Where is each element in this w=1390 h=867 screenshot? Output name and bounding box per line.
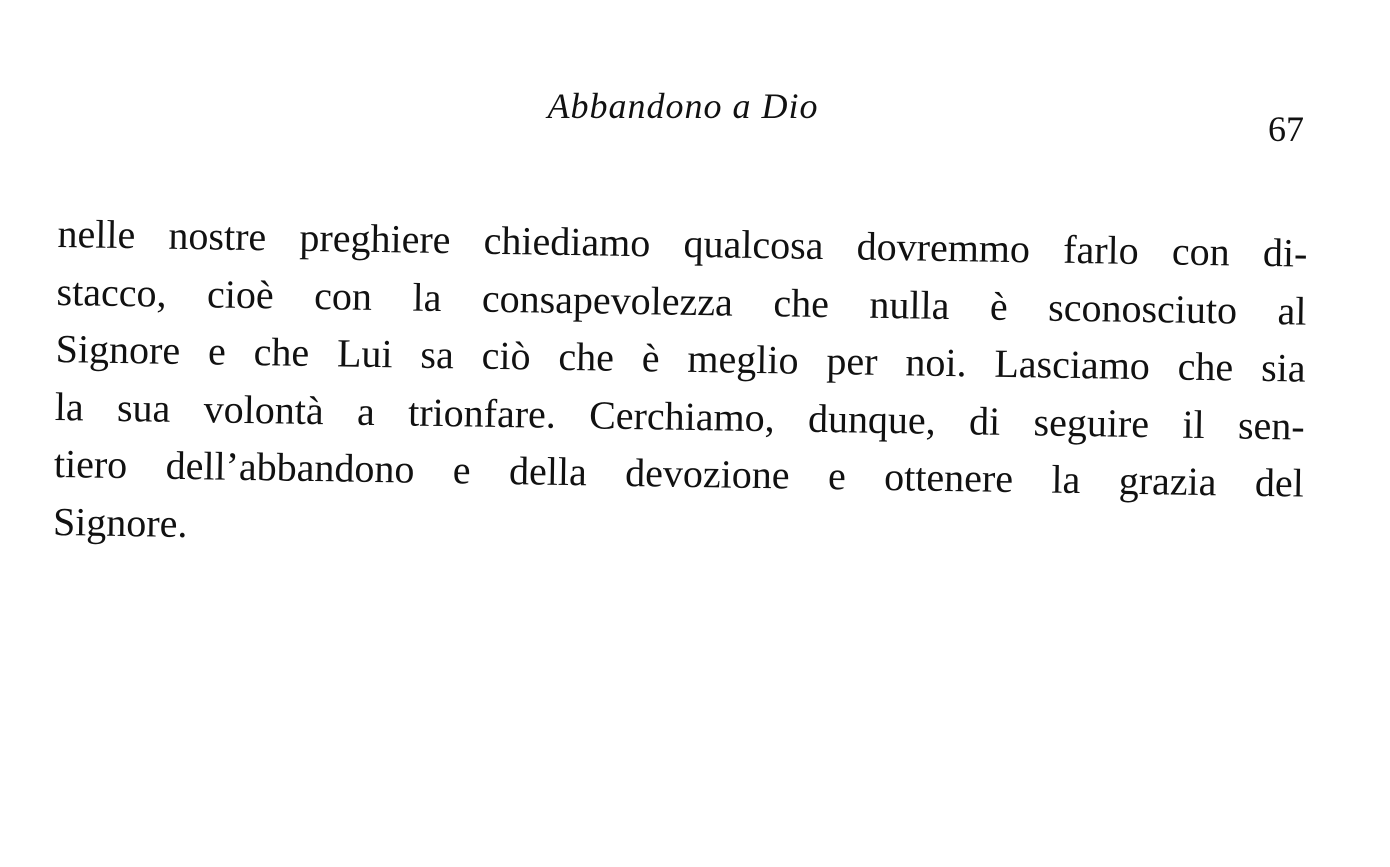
text-line: Signore e che Lui sa ciò che è meglio per noi. Lasciamo che sia — [55, 325, 1306, 391]
text-line: tiero dell’abbandono e della devozione e ottenere la grazia del — [53, 440, 1305, 506]
text-line: stacco, cioè con la consapevolezza che nulla è sconosciuto al — [56, 268, 1307, 334]
text-line: la sua volontà a trionfare. Cerchiamo, dunque, di seguire il sen- — [54, 383, 1306, 449]
text-line: nelle nostre preghiere chiediamo qualcosa dovremmo farlo con di- — [57, 210, 1308, 276]
running-title: Abbandono a Dio — [547, 86, 819, 126]
page-number: 67 — [1268, 109, 1304, 149]
text-line: Signore. — [52, 498, 188, 546]
body-paragraph — [53, 205, 1308, 570]
